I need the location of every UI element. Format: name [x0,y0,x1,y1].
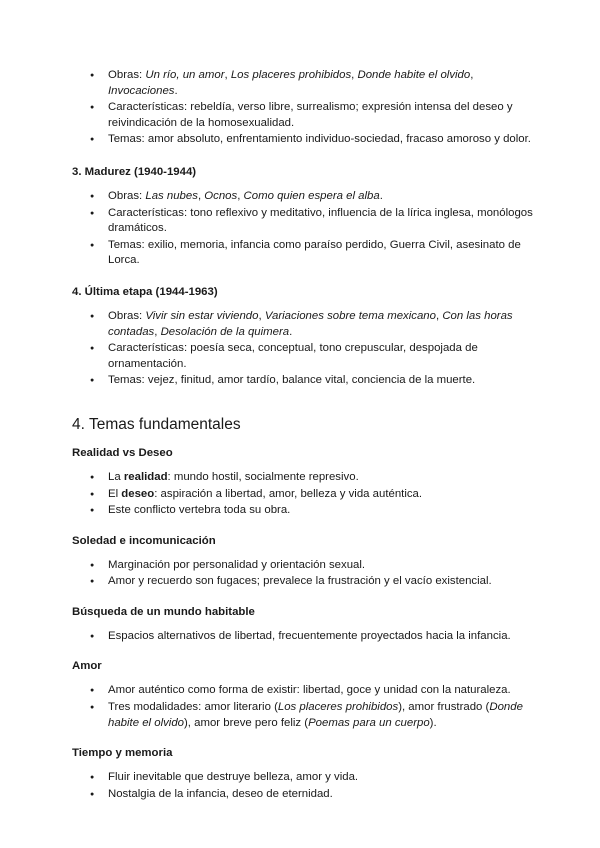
list-item: ● Nostalgia de la infancia, deseo de eternidad. [72,787,540,804]
list-item: ● Características: poesía seca, conceptual, tono crepuscular, despojada de ornamentación. [72,341,540,373]
subheading-soledad: Soledad e incomunicación [72,534,216,547]
tiempo-list [72,770,540,803]
list-item: ● Marginación por personalidad y orientación sexual. [72,558,540,575]
list-item: ● Amor y recuerdo son fugaces; prevalece la frustración y el vacío existencial. [72,574,540,591]
list-item: ● Fluir inevitable que destruye belleza, amor y vida. [72,770,540,787]
list-item: ● Obras: Vivir sin estar viviendo, Variaciones sobre tema mexicano, Con las horas contadas, Desolación de la quimera. [72,309,540,341]
subheading-amor: Amor [72,660,102,673]
subheading-busqueda: Búsqueda de un mundo habitable [72,605,255,618]
list-item: ● El deseo: aspiración a libertad, amor, belleza y vida auténtica. [72,487,540,504]
list-item: ● Espacios alternativos de libertad, frecuentemente proyectados hacia la infancia. [72,629,540,646]
previous-stage-list [72,68,540,149]
list-item: ● Tres modalidades: amor literario (Los placeres prohibidos), amor frustrado (Donde habite el olvido), amor breve pero feliz (Poemas para un cuerpo). [72,700,540,732]
list-item: ● Obras: Un río, un amor, Los placeres prohibidos, Donde habite el olvido, Invocaciones. [72,68,540,100]
madurez-list [72,189,540,270]
busqueda-list [72,629,540,646]
list-item: ● Temas: vejez, finitud, amor tardío, balance vital, conciencia de la muerte. [72,373,540,390]
subheading-tiempo-y-memoria: Tiempo y memoria [72,747,173,760]
list-item: ● Obras: Las nubes, Ocnos, Como quien espera el alba. [72,189,540,206]
soledad-list [72,558,540,591]
section-title-temas-fundamentales: 4. Temas fundamentales [72,415,241,433]
list-item: ● Características: tono reflexivo y meditativo, influencia de la lírica inglesa, monólogos dramáticos. [72,206,540,238]
subheading-realidad-vs-deseo: Realidad vs Deseo [72,446,173,459]
list-item: ● La realidad: mundo hostil, socialmente represivo. [72,470,540,487]
list-item: ● Este conflicto vertebra toda su obra. [72,503,540,520]
list-item: ● Temas: exilio, memoria, infancia como paraíso perdido, Guerra Civil, asesinato de Lorca. [72,238,540,270]
list-item: ● Temas: amor absoluto, enfrentamiento individuo-sociedad, fracaso amoroso y dolor. [72,132,540,149]
section-heading-ultima-etapa: 4. Última etapa (1944-1963) [72,285,218,298]
list-item: ● Amor auténtico como forma de existir: libertad, goce y unidad con la naturaleza. [72,683,540,700]
realidad-list [72,470,540,520]
amor-list [72,683,540,732]
list-item: ● Características: rebeldía, verso libre, surrealismo; expresión intensa del deseo y reivindicación de la homosexualidad. [72,100,540,132]
ultima-etapa-list [72,309,540,390]
section-heading-madurez: 3. Madurez (1940-1944) [72,165,197,178]
